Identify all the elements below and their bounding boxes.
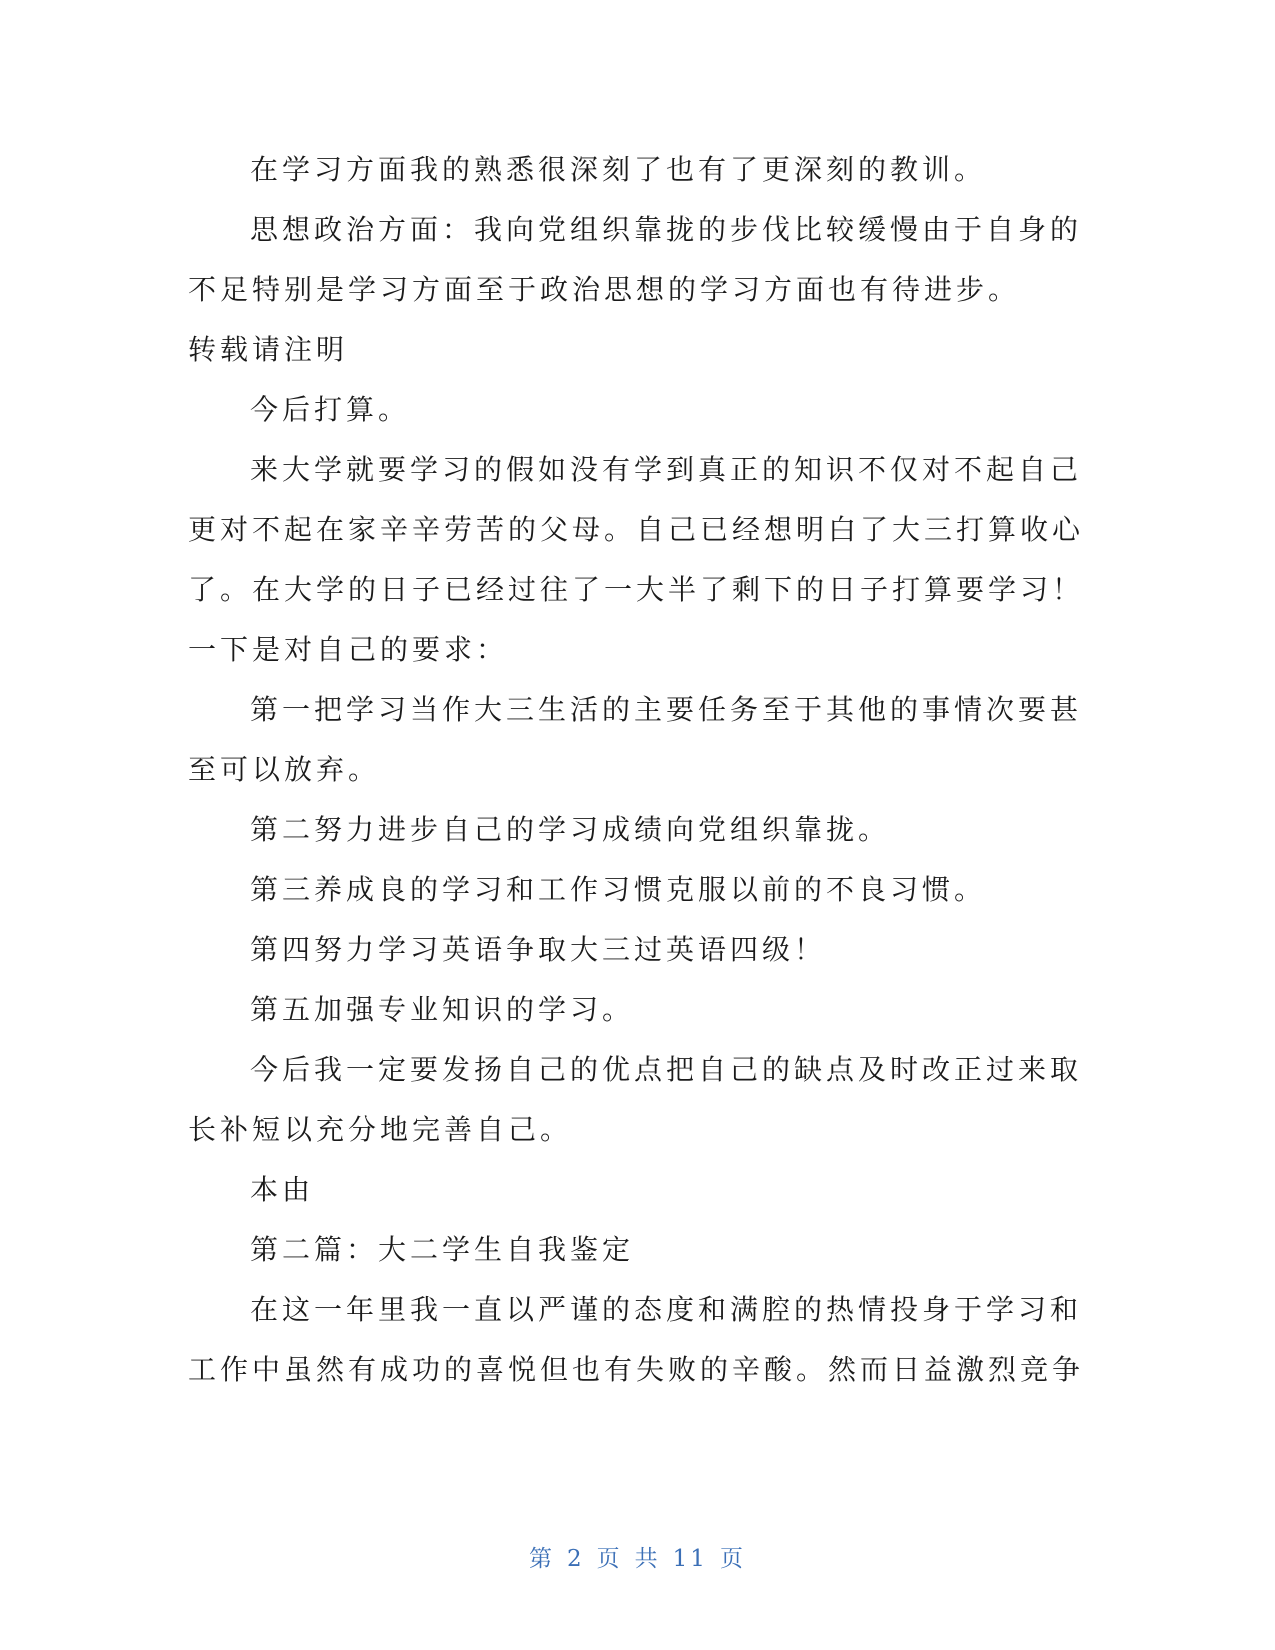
current-page-number: 2 — [567, 1546, 585, 1572]
paragraph-line: 第二努力进步自己的学习成绩向党组织靠拢。 — [250, 813, 891, 846]
paragraph-line: 更对不起在家辛辛劳苦的父母。自己已经想明白了大三打算收心 — [188, 513, 1085, 546]
paragraph-line: 今后打算。 — [250, 393, 411, 426]
footer-total-suffix: 页 — [719, 1546, 746, 1572]
paragraph-line: 第四努力学习英语争取大三过英语四级！ — [250, 933, 827, 966]
paragraph-line: 今后我一定要发扬自己的优点把自己的缺点及时改正过来取 — [250, 1053, 1083, 1086]
paragraph-line: 长补短以充分地完善自己。 — [188, 1113, 573, 1146]
footer-total-prefix: 共 — [634, 1546, 661, 1572]
paragraph-line: 了。在大学的日子已经过往了一大半了剩下的日子打算要学习！ — [188, 573, 1085, 606]
paragraph-line: 第三养成良的学习和工作习惯克服以前的不良习惯。 — [250, 873, 987, 906]
paragraph-line: 思想政治方面：我向党组织靠拢的步伐比较缓慢由于自身的 — [250, 213, 1083, 246]
paragraph-line: 本由 — [250, 1173, 315, 1206]
paragraph-line: 在这一年里我一直以严谨的态度和满腔的热情投身于学习和 — [250, 1293, 1083, 1326]
paragraph-line: 来大学就要学习的假如没有学到真正的知识不仅对不起自己 — [250, 453, 1083, 486]
paragraph-line: 一下是对自己的要求： — [188, 633, 509, 666]
total-pages-number: 11 — [672, 1546, 708, 1572]
paragraph-line: 第一把学习当作大三生活的主要任务至于其他的事情次要甚 — [250, 693, 1083, 726]
paragraph-line: 在学习方面我的熟悉很深刻了也有了更深刻的教训。 — [250, 153, 987, 186]
paragraph-line: 转载请注明 — [188, 333, 349, 366]
section-heading: 第二篇：大二学生自我鉴定 — [250, 1233, 635, 1266]
paragraph-line: 工作中虽然有成功的喜悦但也有失败的辛酸。然而日益激烈竞争 — [188, 1353, 1085, 1386]
document-body — [188, 140, 1085, 1400]
page-number-footer — [0, 1540, 1275, 1573]
paragraph-line: 至可以放弃。 — [188, 753, 381, 786]
paragraph-line: 不足特别是学习方面至于政治思想的学习方面也有待进步。 — [188, 273, 1021, 306]
footer-prefix: 第 — [529, 1546, 556, 1572]
paragraph-line: 第五加强专业知识的学习。 — [250, 993, 635, 1026]
footer-page-label: 页 — [596, 1546, 623, 1572]
